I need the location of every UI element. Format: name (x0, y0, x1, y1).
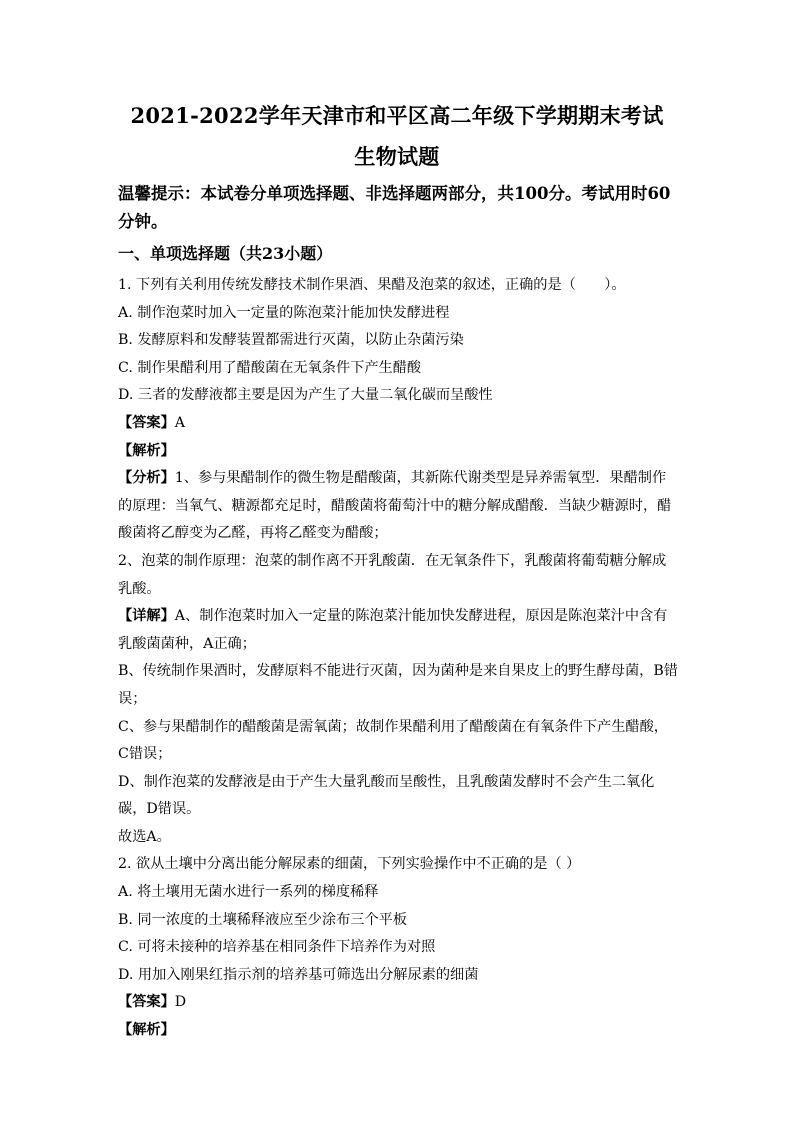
answer-value: A (174, 414, 186, 431)
question-1-detail-d: D、制作泡菜的发酵液是由于产生大量乳酸而呈酸性，且乳酸菌发酵时不会产生二氧化碳，D错误。 (118, 773, 655, 818)
document-subtitle: 生物试题 (354, 144, 440, 169)
section-heading: 一、单项选择题（共23小题） (118, 244, 333, 263)
question-1-analysis-tag: 【解析】 (118, 442, 175, 459)
question-1-option-d: D. 三者的发酵液都主要是因为产生了大量二氧化碳而呈酸性 (118, 387, 493, 404)
question-1-detail-c: C、参与果醋制作的醋酸菌是需氧菌；故制作果醋利用了醋酸菌在有氧条件下产生醋酸，C错误； (118, 718, 668, 763)
question-1-option-b: B. 发酵原料和发酵装置都需进行灭菌，以防止杂菌污染 (118, 332, 464, 349)
question-1-option-a: A. 制作泡菜时加入一定量的陈泡菜汁能加快发酵进程 (118, 304, 450, 321)
question-1-option-c: C. 制作果醋利用了醋酸菌在无氧条件下产生醋酸 (118, 359, 422, 376)
question-1-answer (118, 410, 678, 438)
xiangjie-tag: 【详解】 (118, 608, 175, 625)
question-1-fenxi-2: 2、泡菜的制作原理：泡菜的制作离不开乳酸菌．在无氧条件下，乳酸菌将葡萄糖分解成乳酸。 (118, 552, 667, 597)
question-2-option-b: B. 同一浓度的土壤稀释液应至少涂布三个平板 (118, 911, 408, 928)
exam-notice: 温馨提示：本试卷分单项选择题、非选择题两部分，共100分。考试用时60分钟。 (118, 184, 671, 231)
document-title: 2021-2022学年天津市和平区高二年级下学期期末考试 (130, 103, 664, 128)
question-1-fenxi: 【分析】1、参与果醋制作的微生物是醋酸菌，其新陈代谢类型是异养需氧型．果醋制作的原理：当氧气、糖源都充足时，醋酸菌将葡萄汁中的糖分解成醋酸．当缺少糖源时，醋酸菌将乙醇变为乙醛，再将乙醛变为醋酸； (118, 470, 672, 542)
question-2-answer (118, 989, 678, 1017)
question-1-detail-b: B、传统制作果酒时，发酵原料不能进行灭菌，因为菌种是来自果皮上的野生酵母菌，B错误； (118, 663, 678, 707)
question-2-option-a: A. 将土壤用无菌水进行一系列的梯度稀释 (118, 884, 379, 901)
question-body (118, 272, 678, 1045)
question-2-option-d: D. 用加入刚果红指示剂的培养基可筛选出分解尿素的细菌 (118, 966, 479, 983)
question-1-detail-a: 【详解】A、制作泡菜时加入一定量的陈泡菜汁能加快发酵进程，原因是陈泡菜汁中含有乳酸菌菌种，A正确； (118, 608, 668, 652)
answer-tag: 【答案】 (118, 994, 175, 1011)
question-2-option-c: C. 可将未接种的培养基在相同条件下培养作为对照 (118, 939, 436, 956)
answer-tag: 【答案】 (118, 414, 175, 431)
question-2-stem: 2. 欲从土壤中分离出能分解尿素的细菌，下列实验操作中不正确的是（ ） (118, 856, 581, 873)
fenxi-tag: 【分析】 (118, 470, 175, 487)
question-2-analysis-tag: 【解析】 (118, 1022, 175, 1039)
question-1-stem: 1. 下列有关利用传统发酵技术制作果酒、果醋及泡菜的叙述，正确的是（ ）。 (118, 277, 626, 293)
question-1-conclusion: 故选A。 (118, 828, 171, 845)
answer-value: D (174, 994, 187, 1011)
